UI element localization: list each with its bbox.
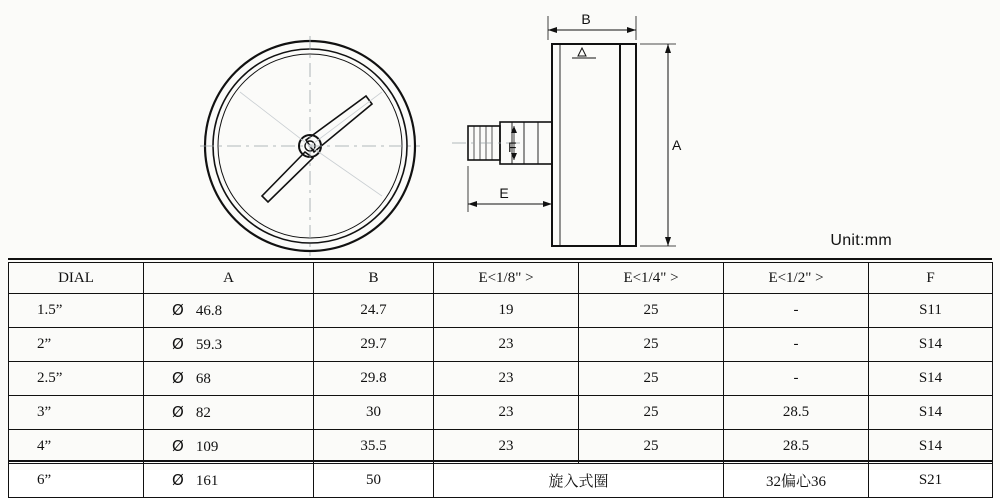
cell-b: 24.7 [314,294,434,328]
cell-dial: 6” [9,464,144,498]
specification-table [8,262,993,498]
cell-e12: 28.5 [724,430,869,464]
cell-a-value: 46.8 [195,303,223,319]
cell-b: 29.7 [314,328,434,362]
cell-dial: 3” [9,396,144,430]
cell-a [144,294,314,328]
table-bottom-rule [8,460,992,462]
cell-dial: 4” [9,430,144,464]
cell-e14: 25 [579,294,724,328]
cell-b: 35.5 [314,430,434,464]
cell-f: S11 [869,294,993,328]
cell-e14: 25 [579,328,724,362]
dimension-b [548,11,636,40]
front-view-gauge [200,36,420,256]
cell-a-value: 59.3 [195,337,223,353]
cell-b: 29.8 [314,362,434,396]
cell-f: S21 [869,464,993,498]
cell-f: S14 [869,396,993,430]
dimension-label-a: A [672,137,682,153]
column-header-e12: E<1/2" > [724,263,869,294]
cell-a-value: 82 [195,405,211,421]
cell-e18: 23 [434,430,579,464]
cell-a [144,328,314,362]
cell-e-merged: 旋入式圈 [434,464,724,498]
table-row [9,362,993,396]
dimension-e [468,166,552,212]
table-row [9,430,993,464]
cell-a-value: 161 [195,473,219,489]
column-header-b: B [314,263,434,294]
diameter-symbol: Ø [172,403,184,421]
cell-f: S14 [869,362,993,396]
cell-e12: - [724,294,869,328]
dimension-label-e: E [499,185,509,201]
cell-f: S14 [869,328,993,362]
cell-a [144,430,314,464]
cell-a-value: 68 [195,371,211,387]
column-header-e18: E<1/8" > [434,263,579,294]
table-row [9,294,993,328]
cell-dial: 2” [9,328,144,362]
dimension-f [508,126,517,160]
cell-a [144,362,314,396]
column-header-f: F [869,263,993,294]
table-row [9,396,993,430]
cell-e14: 25 [579,430,724,464]
cell-e14: 25 [579,362,724,396]
diameter-symbol: Ø [172,335,184,353]
table-row [9,328,993,362]
diameter-symbol: Ø [172,369,184,387]
cell-e18: 19 [434,294,579,328]
table-row [9,464,993,498]
cell-dial: 2.5” [9,362,144,396]
table-header-row [9,263,993,294]
cell-b: 30 [314,396,434,430]
cell-e12: - [724,362,869,396]
diameter-symbol: Ø [172,437,184,455]
cell-e18: 23 [434,396,579,430]
table-top-rule [8,258,992,260]
cell-e12: - [724,328,869,362]
cell-e18: 23 [434,362,579,396]
cell-f: S14 [869,430,993,464]
side-view-gauge [452,44,636,246]
diameter-symbol: Ø [172,301,184,319]
cell-a [144,396,314,430]
cell-e12: 28.5 [724,396,869,430]
cell-dial: 1.5” [9,294,144,328]
cell-e12: 32偏心36 [724,464,869,498]
diameter-symbol: Ø [172,471,184,489]
dimension-label-f: F [508,139,517,155]
cell-a-value: 109 [195,439,219,455]
cell-e18: 23 [434,328,579,362]
cell-a [144,464,314,498]
cell-e14: 25 [579,396,724,430]
column-header-e14: E<1/4" > [579,263,724,294]
column-header-dial: DIAL [9,263,144,294]
dimension-label-b: B [581,11,591,27]
column-header-a: A [144,263,314,294]
cell-b: 50 [314,464,434,498]
dimension-a [640,44,682,246]
unit-label: Unit:mm [830,232,892,249]
